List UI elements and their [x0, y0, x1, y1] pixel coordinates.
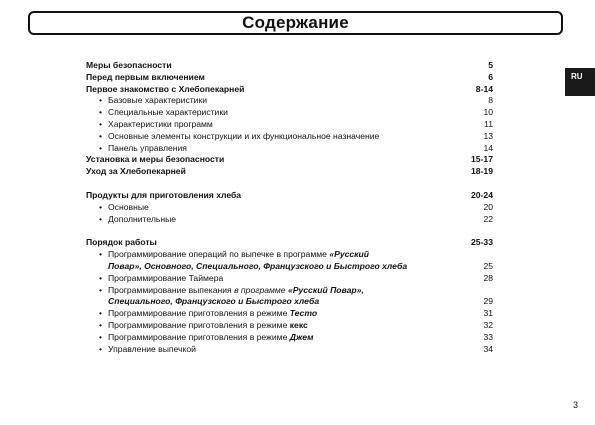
toc-entry-label: Продукты для приготовления хлеба	[86, 189, 242, 200]
toc-entry-page: 10	[483, 107, 493, 118]
page-number: 3	[573, 400, 579, 410]
toc-entry-page: 15-17	[471, 154, 493, 165]
page-title: Содержание	[242, 13, 349, 32]
toc-entry-label: Уход за Хлебопекарней	[86, 166, 186, 177]
bullet-icon: •	[99, 118, 103, 129]
toc-entry-page: 11	[484, 118, 493, 129]
toc-subentry[interactable]	[86, 320, 493, 332]
toc-entry-page: 8-14	[475, 83, 493, 94]
toc-entry-label: Программирование приготовления в режиме	[108, 331, 290, 342]
bullet-icon: •	[99, 284, 103, 295]
toc-entry-label-emphasis: кекс	[289, 319, 308, 330]
toc-subentry[interactable]	[86, 202, 493, 214]
toc-entry-page: 6	[488, 71, 493, 82]
toc-entry-label-emphasis: «Русский Повар»,	[287, 284, 364, 295]
toc-entry-label: Управление выпечкой	[108, 343, 196, 354]
toc-entry-page: 5	[488, 60, 493, 70]
toc-subentry[interactable]	[86, 249, 493, 261]
toc-entry-page: 25	[483, 260, 493, 271]
toc-entry-label: Программирование приготовления в режиме	[108, 308, 290, 319]
toc-subentry[interactable]	[86, 332, 493, 344]
toc-subentry[interactable]	[86, 308, 493, 320]
bullet-icon: •	[99, 201, 103, 212]
toc-entry-page: 13	[483, 130, 493, 141]
toc-subentry-continuation[interactable]	[86, 296, 493, 308]
toc-entry-label: Установка и меры безопасности	[86, 154, 225, 165]
bullet-icon: •	[99, 343, 103, 354]
toc-entry-label: Специальные характеристики	[108, 107, 228, 118]
toc-subentry[interactable]	[86, 214, 493, 226]
toc-entry-page: 32	[483, 319, 493, 330]
toc-entry-installation[interactable]	[86, 154, 493, 166]
toc-entry-safety[interactable]	[86, 60, 493, 72]
title-box	[28, 11, 563, 35]
toc-entry-label: Программирование выпекания	[108, 284, 235, 295]
toc-entry-label: Панель управления	[108, 142, 187, 153]
toc-entry-label: Основные	[108, 201, 149, 212]
toc-subentry[interactable]	[86, 344, 493, 356]
toc-entry-label: Программирование операций по выпечке в программе	[108, 249, 330, 260]
toc-entry-label: Основные элементы конструкции и их функциональное назначение	[108, 130, 380, 141]
bullet-icon: •	[99, 272, 103, 283]
toc-entry-page: 14	[483, 142, 493, 153]
toc-entry-page: 18-19	[471, 166, 493, 177]
toc-entry-page: 34	[483, 343, 493, 354]
bullet-icon: •	[99, 107, 103, 118]
toc-entry-label: Программирование приготовления в режиме	[108, 319, 290, 330]
spacer	[86, 178, 493, 190]
toc-entry-label-emphasis: «Русский	[329, 249, 370, 260]
bullet-icon: •	[99, 142, 103, 153]
toc-subentry[interactable]	[86, 143, 493, 155]
toc-entry-page: 8	[488, 95, 493, 106]
toc-entry-page: 20	[483, 201, 493, 212]
toc-subentry[interactable]	[86, 273, 493, 285]
toc-entry-page: 28	[483, 272, 493, 283]
toc-entry-page: 33	[483, 331, 493, 342]
toc-entry-page: 31	[483, 308, 493, 319]
toc-entry-label-emphasis: Тесто	[289, 308, 318, 319]
toc-entry-label-emphasis: Джем	[289, 331, 314, 342]
toc-entry-label: Дополнительные	[108, 213, 177, 224]
bullet-icon: •	[99, 249, 103, 260]
toc-entry-label: Базовые характеристики	[108, 95, 208, 106]
toc-subentry-continuation[interactable]	[86, 261, 493, 273]
toc-entry-label: Характеристики программ	[108, 118, 213, 129]
toc-entry-page: 20-24	[471, 189, 493, 200]
toc-entry-label: Меры безопасности	[86, 60, 172, 70]
toc-entry-introduction[interactable]	[86, 84, 493, 96]
toc-entry-label-italic: в программе	[234, 284, 288, 295]
toc-subentry[interactable]	[86, 107, 493, 119]
bullet-icon: •	[99, 331, 103, 342]
toc-entry-operation[interactable]	[86, 237, 493, 249]
toc-entry-label: Порядок работы	[86, 237, 157, 248]
bullet-icon: •	[99, 130, 103, 141]
toc-entry-label: Программирование Таймера	[108, 272, 224, 283]
toc-entry-care[interactable]	[86, 166, 493, 178]
toc-entry-label: Первое знакомство с Хлебопекарней	[86, 83, 245, 94]
toc-entry-label: Перед первым включением	[86, 71, 205, 82]
toc-subentry[interactable]	[86, 119, 493, 131]
bullet-icon: •	[99, 213, 103, 224]
toc-entry-page: 22	[483, 213, 493, 224]
toc-entry-ingredients[interactable]	[86, 190, 493, 202]
bullet-icon: •	[99, 308, 103, 319]
bullet-icon: •	[99, 319, 103, 330]
toc-subentry[interactable]	[86, 285, 493, 297]
bullet-icon: •	[99, 95, 103, 106]
toc-entry-before-first-use[interactable]	[86, 72, 493, 84]
toc-entry-page: 25-33	[471, 237, 493, 248]
table-of-contents	[86, 60, 493, 355]
language-tab: RU	[565, 68, 595, 96]
toc-entry-label: Специального, Французского и Быстрого хлеба	[108, 296, 320, 307]
toc-subentry[interactable]	[86, 95, 493, 107]
toc-entry-page: 29	[483, 296, 493, 307]
spacer	[86, 225, 493, 237]
toc-subentry[interactable]	[86, 131, 493, 143]
toc-entry-label: Повар», Основного, Специального, Французского и Быстрого хлеба	[108, 260, 408, 271]
